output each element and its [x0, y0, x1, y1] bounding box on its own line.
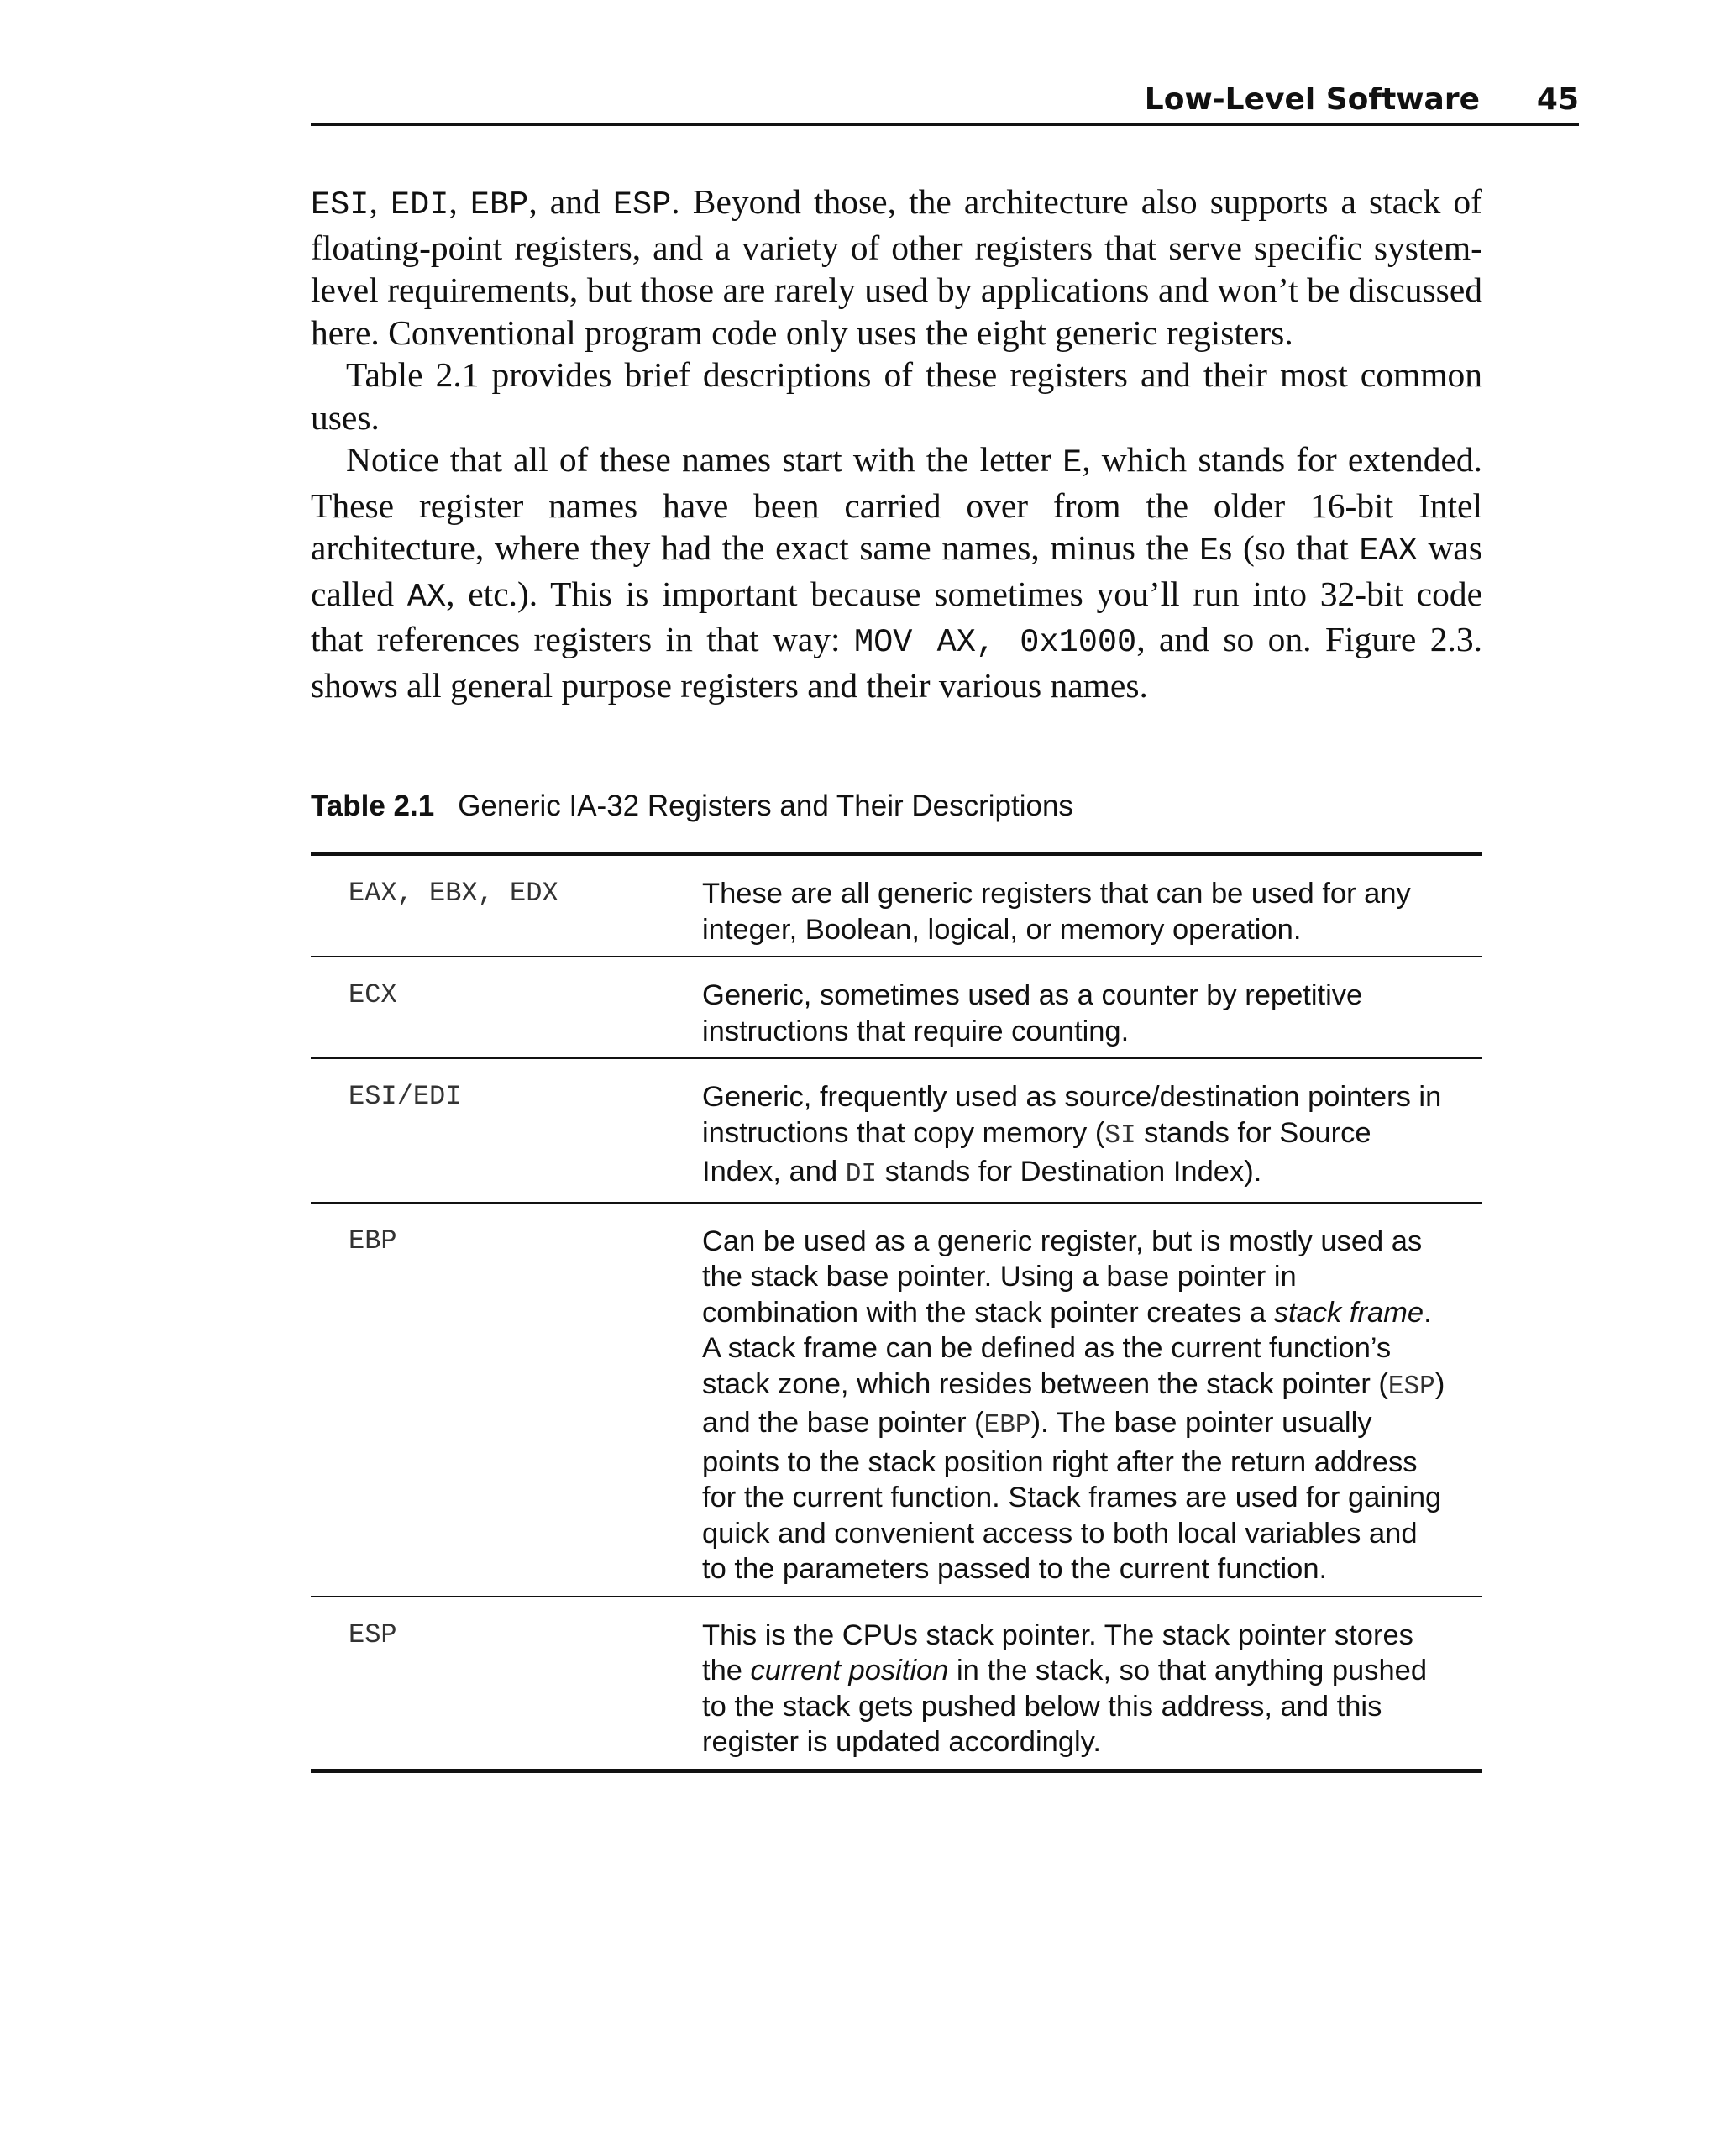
code-esi: ESI: [311, 186, 370, 223]
code-di: DI: [845, 1160, 877, 1189]
text-fragment: , and so on. Figure 2.3. shows all general purpose registers and their various names.: [311, 620, 1483, 705]
code-edi: EDI: [390, 186, 449, 223]
register-table: [311, 852, 1482, 1773]
chapter-title: Low-Level Software: [1144, 82, 1480, 117]
code-eax: EAX: [1359, 532, 1418, 569]
code-si: SI: [1104, 1120, 1136, 1151]
register-description: These are all generic registers that can be used for any integer, Boolean, logical, or memory operation.: [702, 878, 1411, 946]
text-fragment: . A stack frame can be defined as the current function’s stack zone, which resides between the stack pointer (: [702, 1296, 1432, 1400]
table-row: [311, 956, 1482, 1057]
text-fragment: , and: [528, 182, 613, 221]
code-e: E: [1198, 532, 1219, 569]
paragraph-register-names: [311, 438, 1482, 706]
table-caption-text: Generic IA-32 Registers and Their Descriptions: [458, 789, 1073, 822]
running-header: [311, 80, 1579, 126]
text-fragment: , etc.). This is important because sometimes you’ll run into 32-bit code that references registers in that way:: [311, 574, 1482, 658]
table-row: [311, 1202, 1482, 1596]
register-name: ECX: [349, 979, 397, 1010]
table-caption-label: Table 2.1: [311, 789, 435, 822]
register-name: EAX, EBX, EDX: [349, 878, 558, 909]
text-fragment: This is the CPUs stack pointer. The stack pointer stores the: [702, 1618, 1413, 1687]
register-description: [702, 1079, 1482, 1193]
register-description: Generic, sometimes used as a counter by repetitive instructions that require counting.: [702, 979, 1363, 1047]
text-fragment: s (so that: [1219, 528, 1360, 567]
page-number: 45: [1536, 82, 1579, 117]
code-mov-instruction: MOV AX, 0x1000: [854, 624, 1137, 661]
text-fragment: stands for Destination Index).: [876, 1156, 1262, 1188]
emphasis-current-position: current position: [750, 1655, 949, 1687]
register-description: [702, 1224, 1482, 1587]
code-ebp: EBP: [983, 1411, 1031, 1440]
text-fragment: ,: [448, 182, 470, 221]
code-esp: ESP: [612, 186, 672, 223]
code-e: E: [1062, 444, 1083, 481]
table-row: [311, 856, 1482, 956]
text-fragment: . Beyond those, the architecture also supports a stack of floating-point registers, and a variety of other registers that serve specific system-level requirements, but those are rarely used by applications and won’t be discussed here. Conventional program code only uses the eight generic registers.: [311, 182, 1482, 352]
text-fragment: Can be used as a generic register, but is mostly used as the stack base pointer. Using a base pointer in combination with the stack pointer creates a: [702, 1225, 1423, 1329]
register-name: EBP: [349, 1225, 397, 1256]
register-description: [702, 1618, 1482, 1760]
text-fragment: was called: [311, 528, 1482, 613]
emphasis-stack-frame: stack frame: [1273, 1296, 1424, 1329]
table-caption: [311, 788, 1073, 825]
register-name: ESI/EDI: [349, 1081, 462, 1112]
text-fragment: in the stack, so that anything pushed to the stack gets pushed below this address, and this register is updated accordingly.: [702, 1655, 1428, 1758]
register-name: ESP: [349, 1618, 397, 1650]
paragraph-registers-intro: [311, 181, 1482, 354]
paragraph-table-reference: Table 2.1 provides brief descriptions of these registers and their most common uses.: [311, 355, 1482, 437]
table-row: [311, 1057, 1482, 1202]
text-fragment: stands for Source Index, and: [702, 1116, 1371, 1188]
text-fragment: Generic, frequently used as source/destination pointers in instructions that copy memory (: [702, 1081, 1442, 1149]
text-fragment: , which stands for extended. These register names have been carried over from the older 16-bit Intel architecture, where they had the exact same names, minus the: [311, 440, 1482, 567]
text-fragment: ,: [369, 182, 391, 221]
code-ax: AX: [406, 578, 447, 616]
text-fragment: Notice that all of these names start with the letter: [346, 440, 1063, 479]
body-text: [311, 181, 1482, 706]
code-ebp: EBP: [469, 186, 529, 223]
text-fragment: ). The base pointer usually points to the stack position right after the return address for the current function. Stack frames are used for gaining quick and convenient access to both local variables and to the parameters passed to the current function.: [702, 1407, 1442, 1585]
text-fragment: ) and the base pointer (: [702, 1367, 1445, 1439]
code-esp: ESP: [1387, 1372, 1435, 1402]
table-row: [311, 1596, 1482, 1769]
